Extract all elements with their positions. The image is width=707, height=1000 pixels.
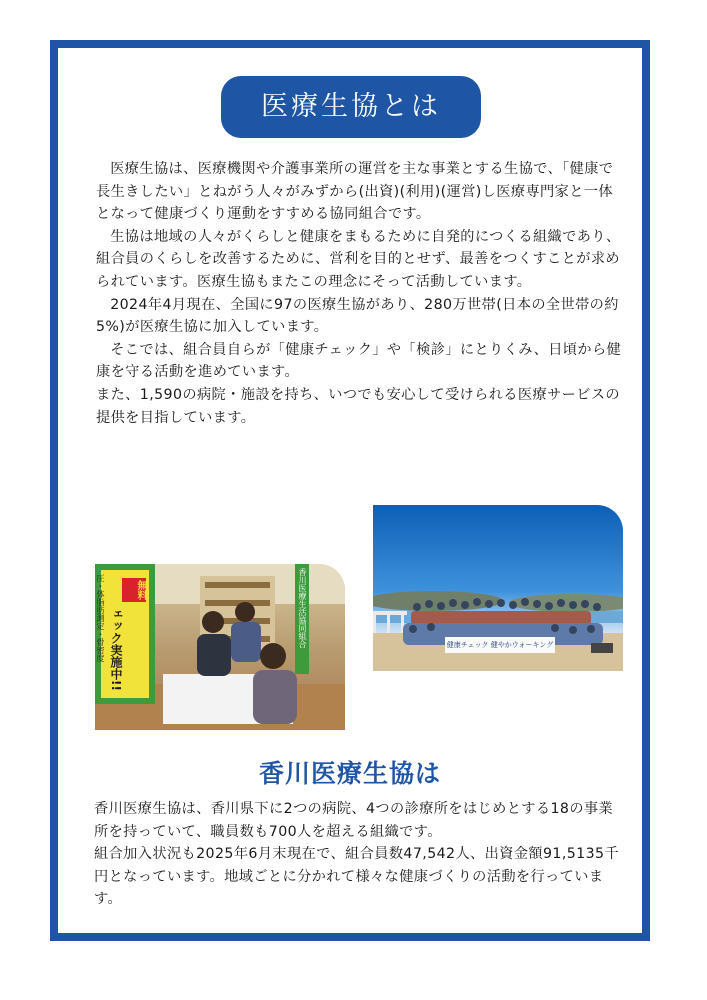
kagawa-text [94,798,624,911]
group-walking-photo [373,505,623,671]
intro-paragraph-3: 2024年4月現在、全国に97の医療生協があり、280万世帯(日本の全世帯の約5%)が医療生協に加入しています。 [96,296,619,336]
sign-check-label: ェック実施中!! [109,608,123,691]
page-title: 医療生協とは [221,76,481,138]
intro-paragraph-5: また、1,590の病院・施設を持ち、いつでも安心して受けられる医療サービスの提供を目指しています。 [96,386,621,426]
sign-free-label: 無料 [122,578,146,602]
section-title: 香川医療生協は [258,759,441,788]
walking-banner-label: 健康チェック 健やかウォーキング [446,641,554,649]
sign-banner-label: 香川医療生活協同組合 [298,568,307,648]
health-check-photo [95,564,345,730]
page-frame [50,40,650,941]
intro-paragraph-4: そこでは、組合員自らが「健康チェック」や「検診」にとりくみ、日頃から健康を守る活動を進めています。 [96,341,622,381]
intro-paragraph-2: 生協は地域の人々がくらしと健康をまもるために自発的につくる組織であり、組合員のくらしを改善するために、営利を目的とせず、最善をつくすことが求められています。医療生協もまたこの理念にそって活動しています。 [96,228,621,290]
kagawa-paragraph-1: 香川医療生協は、香川県下に2つの病院、4つの診療所をはじめとする18の事業所を持っていて、職員数も700人を超える組織です。 [94,801,614,840]
intro-text [96,158,624,429]
sign-side-label: 圧・体脂肪測定・骨密度 [96,574,105,662]
kagawa-paragraph-2: 組合加入状況も2025年6月末現在で、組合員数47,542人、出資金額91,5135千円となっています。地域ごとに分かれて様々な健康づくりの活動を行っています。 [94,846,620,908]
intro-paragraph-1: 医療生協は、医療機関や介護事業所の運営を主な事業とする生協で、「健康で長生きしたい」とねがう人々がみずから(出資)(利用)(運営)し医療専門家と一体となって健康づくり運動をすすめる協同組合です。 [96,161,614,223]
